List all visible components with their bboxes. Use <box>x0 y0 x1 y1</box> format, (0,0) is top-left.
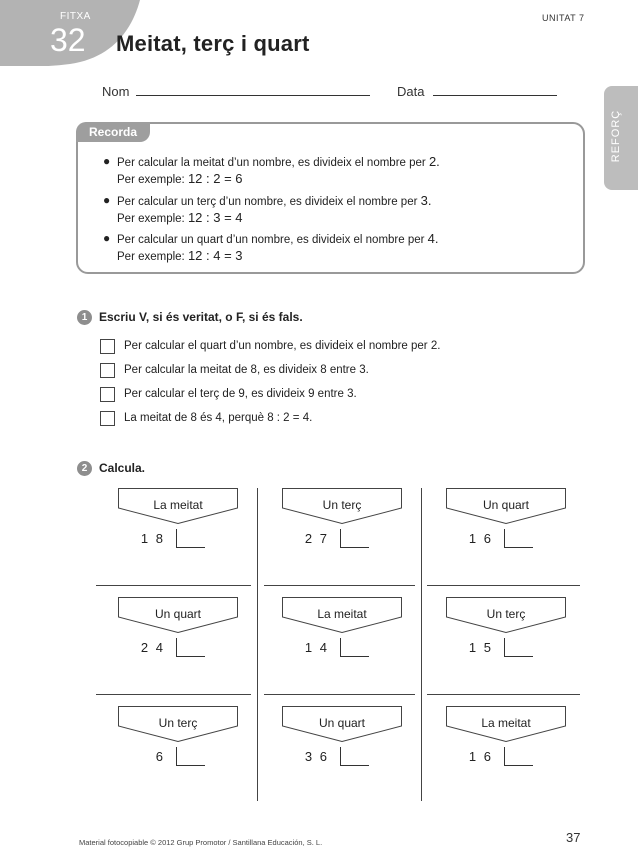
division-answer-box[interactable] <box>340 638 369 657</box>
name-label: Nom <box>102 84 130 99</box>
rule-3-example: 12 : 4 = 3 <box>187 248 243 263</box>
rule-1-example: 12 : 2 = 6 <box>187 171 243 186</box>
grid-divider <box>257 488 258 801</box>
exercise-1-number: 1 <box>77 310 92 325</box>
division-answer-box[interactable] <box>176 638 205 657</box>
dividend: 1 6 <box>468 749 493 764</box>
answer-box-4[interactable] <box>100 411 115 426</box>
division-answer-box[interactable] <box>176 529 205 548</box>
bullet-icon: ● <box>103 231 111 245</box>
division-answer-box[interactable] <box>504 529 533 548</box>
rule-1-divisor: 2. <box>428 154 440 169</box>
page-title: Meitat, terç i quart <box>116 31 310 56</box>
fraction-label: Un terç <box>322 498 362 512</box>
fraction-label: La meitat <box>481 716 531 730</box>
division-answer-box[interactable] <box>504 747 533 766</box>
name-field[interactable] <box>136 95 370 96</box>
date-label: Data <box>397 84 425 99</box>
answer-box-3[interactable] <box>100 387 115 402</box>
division-answer-box[interactable] <box>340 529 369 548</box>
statement-4: La meitat de 8 és 4, perquè 8 : 2 = 4. <box>124 412 313 424</box>
rule-2-text: Per calcular un terç d’un nombre, es divideix el nombre per <box>117 196 421 208</box>
fraction-label: Un quart <box>154 607 202 621</box>
fraction-label: Un terç <box>486 607 526 621</box>
rule-3-divisor: 4. <box>427 231 439 246</box>
fraction-label: La meitat <box>153 498 203 512</box>
unit-label: UNITAT 7 <box>542 13 585 23</box>
grid-divider <box>427 585 580 586</box>
dividend: 1 6 <box>468 531 493 546</box>
grid-divider <box>264 585 415 586</box>
statement-1: Per calcular el quart d’un nombre, es divideix el nombre per 2. <box>124 340 441 352</box>
rule-2-example-label: Per exemple: <box>117 213 188 225</box>
fraction-label: Un quart <box>318 716 366 730</box>
date-field[interactable] <box>433 95 557 96</box>
exercise-1-title: Escriu V, si és veritat, o F, si és fals. <box>99 310 303 324</box>
rule-2-divisor: 3. <box>420 193 432 208</box>
answer-box-1[interactable] <box>100 339 115 354</box>
rule-3 <box>117 231 439 265</box>
fraction-label: La meitat <box>317 607 367 621</box>
rule-1 <box>117 154 440 188</box>
rule-3-example-label: Per exemple: <box>117 251 188 263</box>
rule-1-example-label: Per exemple: <box>117 174 188 186</box>
grid-divider <box>421 488 422 801</box>
answer-box-2[interactable] <box>100 363 115 378</box>
dividend: 1 8 <box>140 531 165 546</box>
dividend: 2 4 <box>140 640 165 655</box>
grid-divider <box>264 694 415 695</box>
fitxa-number: 32 <box>50 22 86 58</box>
division-answer-box[interactable] <box>504 638 533 657</box>
grid-divider <box>427 694 580 695</box>
side-tab-label: REFORÇ <box>610 109 622 163</box>
rule-1-text: Per calcular la meitat d’un nombre, es divideix el nombre per <box>117 157 429 169</box>
rule-2-example: 12 : 3 = 4 <box>187 210 243 225</box>
exercise-2-number: 2 <box>77 461 92 476</box>
bullet-icon: ● <box>103 193 111 207</box>
fraction-label: Un terç <box>158 716 198 730</box>
copyright-text: Material fotocopiable © 2012 Grup Promotor / Santillana Educación, S. L. <box>79 838 323 847</box>
dividend: 3 6 <box>304 749 329 764</box>
statement-2: Per calcular la meitat de 8, es divideix 8 entre 3. <box>124 364 369 376</box>
exercise-2-title: Calcula. <box>99 461 146 475</box>
page-number: 37 <box>566 830 581 845</box>
rule-2 <box>117 193 431 227</box>
dividend: 1 4 <box>304 640 329 655</box>
recorda-tag: Recorda <box>76 122 150 142</box>
fitxa-label: FITXA <box>60 11 91 22</box>
dividend: 2 7 <box>304 531 329 546</box>
dividend: 1 5 <box>468 640 493 655</box>
division-answer-box[interactable] <box>340 747 369 766</box>
grid-divider <box>96 694 251 695</box>
grid-divider <box>96 585 251 586</box>
division-answer-box[interactable] <box>176 747 205 766</box>
bullet-icon: ● <box>103 154 111 168</box>
rule-3-text: Per calcular un quart d’un nombre, es divideix el nombre per <box>117 234 428 246</box>
statement-3: Per calcular el terç de 9, es divideix 9 entre 3. <box>124 388 357 400</box>
fraction-label: Un quart <box>482 498 530 512</box>
dividend: 6 <box>155 749 165 764</box>
